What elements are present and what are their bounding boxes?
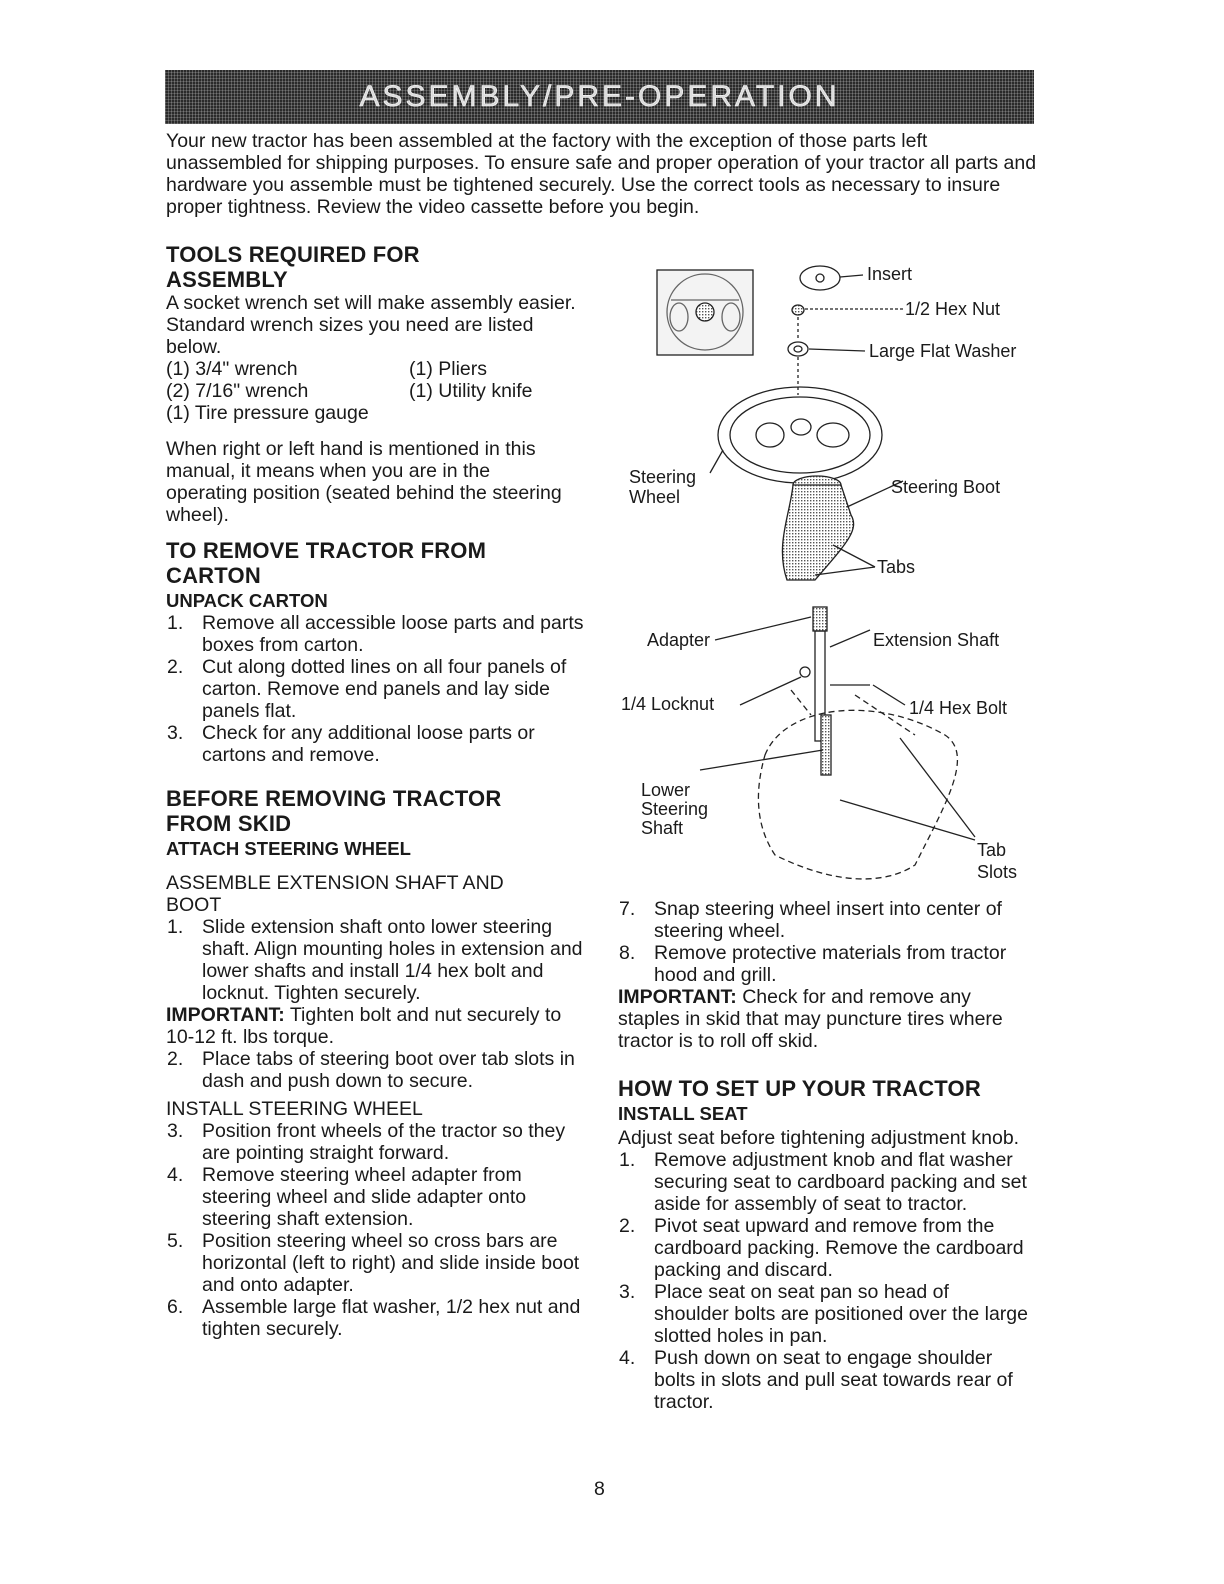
wheel-inset-box — [657, 270, 753, 355]
label-lower-steering-shaft-3: Shaft — [641, 818, 684, 838]
list-item: 1. Remove adjustment knob and flat washer securing seat to cardboard packing and set aside for assembly of seat to tractor. — [619, 1149, 1027, 1215]
boot-steps — [166, 1048, 591, 1092]
tools-row: (1) Tire pressure gauge — [166, 402, 369, 424]
label-tabs: Tabs — [877, 557, 916, 577]
important-note-torque: IMPORTANT: Tighten bolt and nut securely to 10-12 ft. lbs torque. — [166, 1004, 562, 1048]
important-note-staples: IMPORTANT: Check for and remove any staples in skid that may puncture tires where tractor is to roll off skid. — [618, 986, 1003, 1052]
left-column — [166, 242, 596, 1340]
label-steering-boot: Steering Boot — [891, 477, 1001, 497]
list-item: 2. Cut along dotted lines on all four panels of carton. Remove end panels and lay side panels flat. — [167, 656, 567, 722]
steering-wheel-part — [710, 387, 882, 483]
list-item: 4. Remove steering wheel adapter from steering wheel and slide adapter onto steering shaft extension. — [167, 1164, 527, 1230]
label-hex-bolt: 1/4 Hex Bolt — [909, 698, 1008, 718]
tools-heading: TOOLS REQUIRED FOR ASSEMBLY — [166, 242, 420, 292]
hex-nut-part — [792, 305, 903, 315]
label-washer: Large Flat Washer — [869, 341, 1017, 361]
label-lower-steering-shaft-2: Steering — [641, 799, 709, 819]
list-item: 3. Place seat on seat pan so head of shoulder bolts are positioned over the large slotted holes in pan. — [619, 1281, 1028, 1347]
list-item: 7. Snap steering wheel insert into center of steering wheel. — [619, 898, 1002, 942]
dash-part — [758, 690, 957, 879]
list-item: 1. Remove all accessible loose parts and parts boxes from carton. — [167, 612, 584, 656]
list-item: 2. Pivot seat upward and remove from the cardboard packing. Remove the cardboard packing and discard. — [619, 1215, 1024, 1281]
banner-title: ASSEMBLY/PRE-OPERATION — [359, 80, 840, 113]
remove-heading: TO REMOVE TRACTOR FROM CARTON — [166, 538, 487, 588]
list-item: 8. Remove protective materials from tractor hood and grill. — [619, 942, 1007, 986]
install-wheel-subheading: INSTALL STEERING WHEEL — [166, 1098, 423, 1120]
label-hex-nut: 1/2 Hex Nut — [905, 299, 1001, 319]
label-locknut: 1/4 Locknut — [621, 694, 715, 714]
install-seat-subheading: INSTALL SEAT — [618, 1103, 748, 1124]
label-tab-slots-1: Tab — [977, 840, 1007, 860]
hand-note: When right or left hand is mentioned in this manual, it means when you are in the operating position (seated behind the steering wheel). — [166, 438, 562, 526]
label-adapter: Adapter — [647, 630, 711, 650]
seat-steps — [618, 1149, 1028, 1413]
label-steering-wheel-2: Wheel — [629, 487, 681, 507]
unpack-subheading: UNPACK CARTON — [166, 590, 328, 611]
skid-heading: BEFORE REMOVING TRACTOR FROM SKID — [166, 786, 502, 836]
list-item: 3. Check for any additional loose parts or cartons and remove. — [167, 722, 535, 766]
list-item: 2. Place tabs of steering boot over tab slots in dash and push down to secure. — [167, 1048, 575, 1092]
list-item: 5. Position steering wheel so cross bars are horizontal (left to right) and slide inside boot and onto adapter. — [167, 1230, 580, 1296]
list-item: 4. Push down on seat to engage shoulder bolts in slots and pull seat towards rear of tractor. — [619, 1347, 1013, 1413]
tools-intro: A socket wrench set will make assembly easier. Standard wrench sizes you need are listed below. — [166, 292, 576, 358]
washer-part — [788, 317, 865, 395]
attach-wheel-subheading: ATTACH STEERING WHEEL — [166, 838, 411, 859]
wheel-steps-continued — [618, 898, 1038, 986]
tools-list — [166, 358, 596, 424]
intro-paragraph: Your new tractor has been assembled at the factory with the exception of those parts left unassembled for shipping purposes. To ensure safe and proper operation of your tractor all parts and hardware you assemble must be tightened securely. Use the correct tools as necessary to insure proper tightness. Review the video cassette before you begin. — [166, 130, 1037, 218]
shaft-steps — [166, 916, 591, 1004]
list-item: 1. Slide extension shaft onto lower steering shaft. Align mounting holes in extension and lower shafts and install 1/4 hex bolt and locknut. Tighten securely. — [167, 916, 583, 1004]
tools-row: (2) 7/16" wrench (1) Utility knife — [166, 380, 533, 402]
page-number: 8 — [594, 1478, 605, 1500]
list-item: 6. Assemble large flat washer, 1/2 hex nut and tighten securely. — [167, 1296, 581, 1340]
right-column — [618, 898, 1038, 1413]
unpack-steps — [166, 612, 586, 766]
label-extension-shaft: Extension Shaft — [873, 630, 1000, 650]
steering-assembly-diagram — [615, 245, 1045, 895]
list-item: 3. Position front wheels of the tractor so they are pointing straight forward. — [167, 1120, 566, 1164]
label-steering-wheel-1: Steering — [629, 467, 697, 487]
setup-heading: HOW TO SET UP YOUR TRACTOR — [618, 1076, 981, 1101]
section-banner — [165, 70, 1034, 124]
assemble-shaft-subheading: ASSEMBLE EXTENSION SHAFT AND BOOT — [166, 872, 504, 916]
insert-part — [800, 266, 863, 290]
seat-intro: Adjust seat before tightening adjustment knob. — [618, 1127, 1020, 1149]
label-tab-slots-2: Slots — [977, 862, 1018, 882]
label-lower-steering-shaft-1: Lower — [641, 780, 691, 800]
tools-row: (1) 3/4" wrench (1) Pliers — [166, 358, 488, 380]
wheel-steps — [166, 1120, 586, 1340]
label-insert: Insert — [867, 264, 913, 284]
